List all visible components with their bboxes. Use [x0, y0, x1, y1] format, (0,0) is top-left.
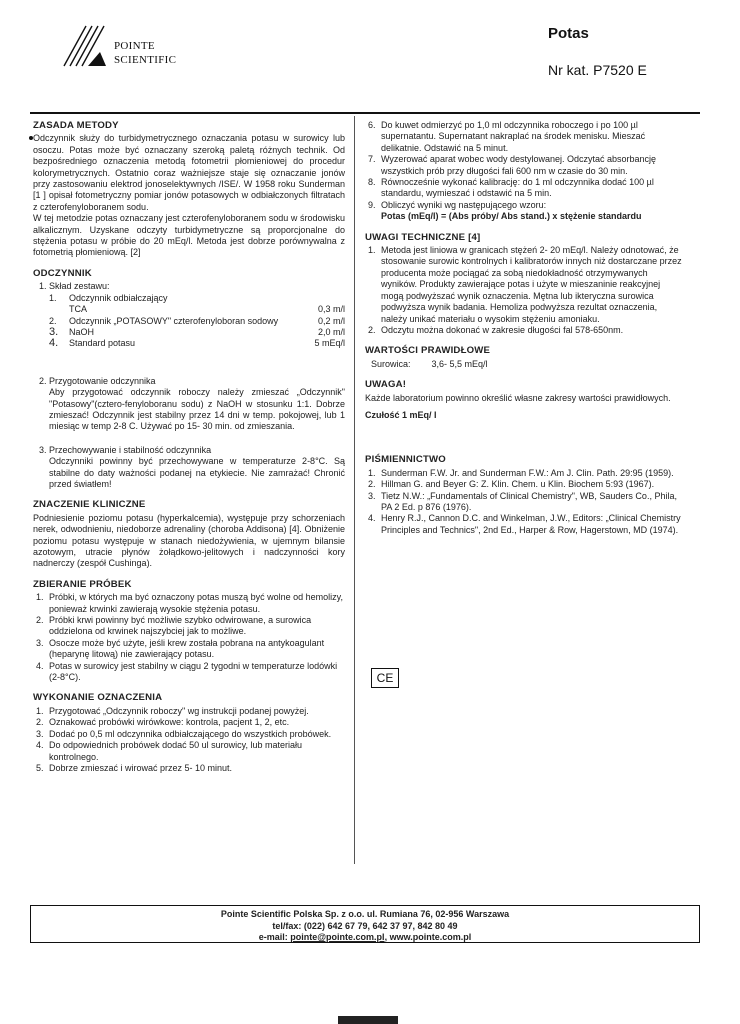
references-heading: PIŚMIENNICTWO	[365, 454, 446, 466]
prep-title: 2. Przygotowanie odczynnika	[39, 375, 156, 386]
pointe-logo	[60, 22, 200, 72]
reagent-tca: TCA	[69, 304, 87, 315]
reagent-item-2-value: 0,2 m/l	[317, 315, 345, 326]
procedure-continued	[365, 120, 683, 223]
list-item: 1. Przygotować „Odczynnik roboczy" wg instrukcji podanej powyżej.	[36, 705, 309, 716]
column-divider	[354, 116, 355, 864]
list-item: 1. Próbki, w których ma być oznaczony potas muszą być wolne od hemolizy, ponieważ krwinki zawierają wysokie stężenia potasu.	[36, 592, 343, 614]
reagent-item-3: NaOH	[69, 326, 95, 337]
note-section	[365, 379, 683, 421]
list-item: 4. Potas w surowicy jest stabilny w ciągu 2 tygodni w temperaturze lodówki (2-8°C).	[36, 660, 338, 683]
list-item: 2. Odczytu można dokonać w zakresie długości fal 578-650nm.	[368, 324, 624, 335]
reagent-item-4-value: 5 mEq/l	[314, 338, 345, 349]
footer-box	[30, 905, 700, 943]
clinical-heading: ZNACZENIE KLINICZNE	[33, 499, 146, 511]
list-item: 5. Dobrze zmieszać i wirować przez 5- 10 minut.	[36, 762, 233, 773]
ce-mark-icon: CE	[371, 668, 399, 688]
procedure-section	[33, 692, 345, 774]
right-column	[365, 120, 683, 545]
reagent-item-3-value: 2,0 m/l	[317, 326, 345, 337]
list-item: 6. Do kuwet odmierzyć po 1,0 ml odczynnika roboczego i po 100 µl supernatantu. Supernatant nakraplać na środek menisku. Mieszać delikatnie. Odstawić na 5 minut.	[368, 120, 646, 153]
header-rule	[30, 112, 700, 114]
product-title: Potas	[548, 25, 589, 42]
note-heading: UWAGA!	[365, 379, 407, 391]
list-item: 9. Obliczyć wyniki wg następującego wzoru:	[368, 199, 547, 210]
list-item: 4. Henry R.J., Cannon D.C. and Winkelman, J.W., Editors: „Clinical Chemistry Principles and Technics", 2nd Ed., Harper & Row, Hagerstown, MD (1974).	[368, 513, 681, 535]
principle-section	[33, 120, 345, 259]
normal-heading: WARTOŚCI PRAWIDŁOWE	[365, 345, 491, 357]
logo-stripes-icon	[60, 22, 110, 72]
email-link[interactable]: pointe@pointe.com.pl	[290, 932, 385, 942]
clinical-section	[33, 499, 345, 569]
storage-title: 3. Przechowywanie i stabilność odczynnika	[39, 444, 212, 455]
principle-text-1: Odczynnik służy do turbidymetrycznego oznaczania potasu w surowicy lub osoczu. Potas może być oznaczany szeroką paletą różnych technik. Od bezpośredniego oznaczenia metodą fotometrii płomieniowej do procedur kolorymetrycznych. Ostatnio coraz ważniejsze staje się oznaczanie jonów przy zastosowaniu elektrod jonoselektywnych /ISE/. W 1958 roku Sunderman [1 ] opisał fotometryczny pomiar jonów potasowych w odbiałczonych filtratach z czterofenyloboranem sodu.	[33, 133, 345, 212]
reagents-heading: ODCZYNNIK	[33, 267, 92, 279]
list-item: 3. Osocze może być użyte, jeśli krew została pobrana na antykoagulant (heparynę litową) nie zawierający potasu.	[36, 637, 325, 660]
reagent-item-4: Standard potasu	[69, 338, 136, 349]
footer-contact: e-mail: pointe@pointe.com.pl, www.pointe.com.pl	[258, 932, 472, 942]
list-item: 3. Tietz N.W.: „Fundamentals of Clinical Chemistry", WB, Sauders Co., Phila, PA 2 Ed. p 876 (1976).	[368, 490, 677, 512]
technical-heading: UWAGI TECHNICZNE [4]	[365, 231, 481, 243]
footer-phone: tel/fax: (022) 642 67 79, 642 37 97, 842 80 49	[272, 920, 458, 931]
reagent-item-2: Odczynnik „POTASOWY" czterofenyloboran sodowy	[69, 315, 279, 326]
left-column	[33, 120, 345, 783]
list-item: 2. Hillman G. and Beyer G: Z. Klin. Chem. u Klin. Biochem 5:93 (1967).	[368, 479, 655, 490]
website-link[interactable]: , www.pointe.com.pl	[384, 932, 472, 942]
principle-heading: ZASADA METODY	[33, 120, 119, 131]
reagent-tca-value: 0,3 m/l	[317, 304, 345, 315]
normal-value: 3,6- 5,5 mEq/l	[431, 358, 488, 369]
reagent-list: 1. Odczynnik odbiałczający TCA 0,3 m/l 2. Odczynnik „POTASOWY" czterofenyloboran sodowy 0,2 m/l 3. NaOH 2,0 m/l 4. Standard potasu 5 mEq/l	[49, 292, 345, 350]
references-section	[365, 454, 683, 536]
footer-address: Pointe Scientific Polska Sp. z o.o. ul. Rumiana 76, 02-956 Warszawa	[220, 909, 510, 919]
sampling-heading: ZBIERANIE PRÓBEK	[33, 578, 132, 590]
list-item: 2. Próbki krwi powinny być możliwie szybko odwirowane, a surowica oddzielona od krwinek najszybciej jak to możliwe.	[36, 615, 312, 637]
sampling-section	[33, 579, 345, 684]
catalog-number: Nr kat. P7520 E	[548, 62, 647, 78]
reagent-item-1: Odczynnik odbiałczający	[69, 292, 168, 303]
list-item: 4. Do odpowiednich probówek dodać 50 ul surowicy, lub materiału kontrolnego.	[36, 740, 302, 762]
kit-label: 1. Skład zestawu:	[39, 281, 110, 292]
formula: Potas (mEq/l) = (Abs próby/ Abs stand.) x stężenie standardu	[381, 211, 642, 222]
normal-values-section	[365, 345, 683, 370]
technical-section	[365, 232, 683, 337]
list-item: 2. Oznakować probówki wirówkowe: kontrola, pacjent 1, 2, etc.	[36, 717, 290, 728]
storage-text: Odczynniki powinny być przechowywane w temperaturze 2-8°C. Są stabilne do daty ważności podanej na etykiecie. Nie zamrażać! Chronić przed światłem!	[49, 456, 345, 489]
list-item: 7. Wyzerować aparat wobec wody destylowanej. Odczytać absorbancję wszystkich prób przy długości fali 600 nm w czasie do 30 min.	[368, 154, 657, 176]
list-item: 3. Dodać po 0,5 ml odczynnika odbiałczającego do wszystkich probówek.	[36, 728, 332, 739]
clinical-text: Podniesienie poziomu potasu (hyperkalcemia), występuje przy schorzeniach nerek, odwodnieniu, niedoborze adrenaliny (choroba Addisona) [4]. Obniżenie poziomu potasu występuje w stanach niedożywienia, w ujemnym bilansie azotowym, utracie płynów żołądkowo-jelitowych i nadczynności kory nadnerczy (zespół Cushinga).	[33, 512, 345, 569]
list-item: 1. Metoda jest liniowa w granicach stężeń 2- 20 mEq/l. Należy odnotować, że stosowanie surowic kontrolnych i kalibratorów innych niż dostarczane przez producenta może pociągać za sobą niedokładność otrzymywanych wyników. Produkty zawierające potas i użyte w mieszaninie reakcyjnej mogą podwyższać wynik oznaczenia. Mętna lub ikteryczna surowica podwyższa wynik badania. Hemoliza podwyższa rezultat oznaczenia, należy unikać materiału o wysokim stężeniu amoniaku.	[368, 245, 682, 324]
company-name: POINTE SCIENTIFIC	[114, 40, 177, 66]
prep-text: Aby przygotować odczynnik roboczy należy zmieszać „Odczynnik" "Potasowy"(cztero-fenyloboranu sodu) z NaOH w stosunku 1:1. Dobrze zmieszać! Odczynnik jest stabilny przez 14 dni w temp. pokojowej, lub 1 miesiąc w temp 2-8 C. Używać po 15- 30 min. od zmieszania.	[49, 387, 345, 432]
procedure-heading: WYKONANIE OZNACZENIA	[33, 692, 163, 704]
list-item: 8. Równocześnie wykonać kalibrację: do 1 ml odczynnika dodać 100 µl standardu, wymieszać i odstawić na 5 min.	[368, 177, 654, 199]
scan-mark	[338, 1016, 398, 1024]
principle-text-2: W tej metodzie potas oznaczany jest czterofenyloboranem sodu w środowisku alkalicznym. Uzyskane odczyty turbidymetryczne są proporcjonalne do stężenia potasu w próbie do 20 mEq/l. Metoda jest dobrze porównywalna z fotometrią płomieniową. [2]	[33, 213, 345, 258]
normal-label: Surowica:	[371, 358, 411, 369]
reagents-section	[33, 268, 345, 491]
note-text: Każde laboratorium powinno określić własne zakresy wartości prawidłowych.	[365, 392, 671, 403]
sensitivity: Czułość 1 mEq/ l	[365, 409, 437, 420]
list-item: 1. Sunderman F.W. Jr. and Sunderman F.W.: Am J. Clin. Path. 29:95 (1959).	[368, 467, 674, 478]
